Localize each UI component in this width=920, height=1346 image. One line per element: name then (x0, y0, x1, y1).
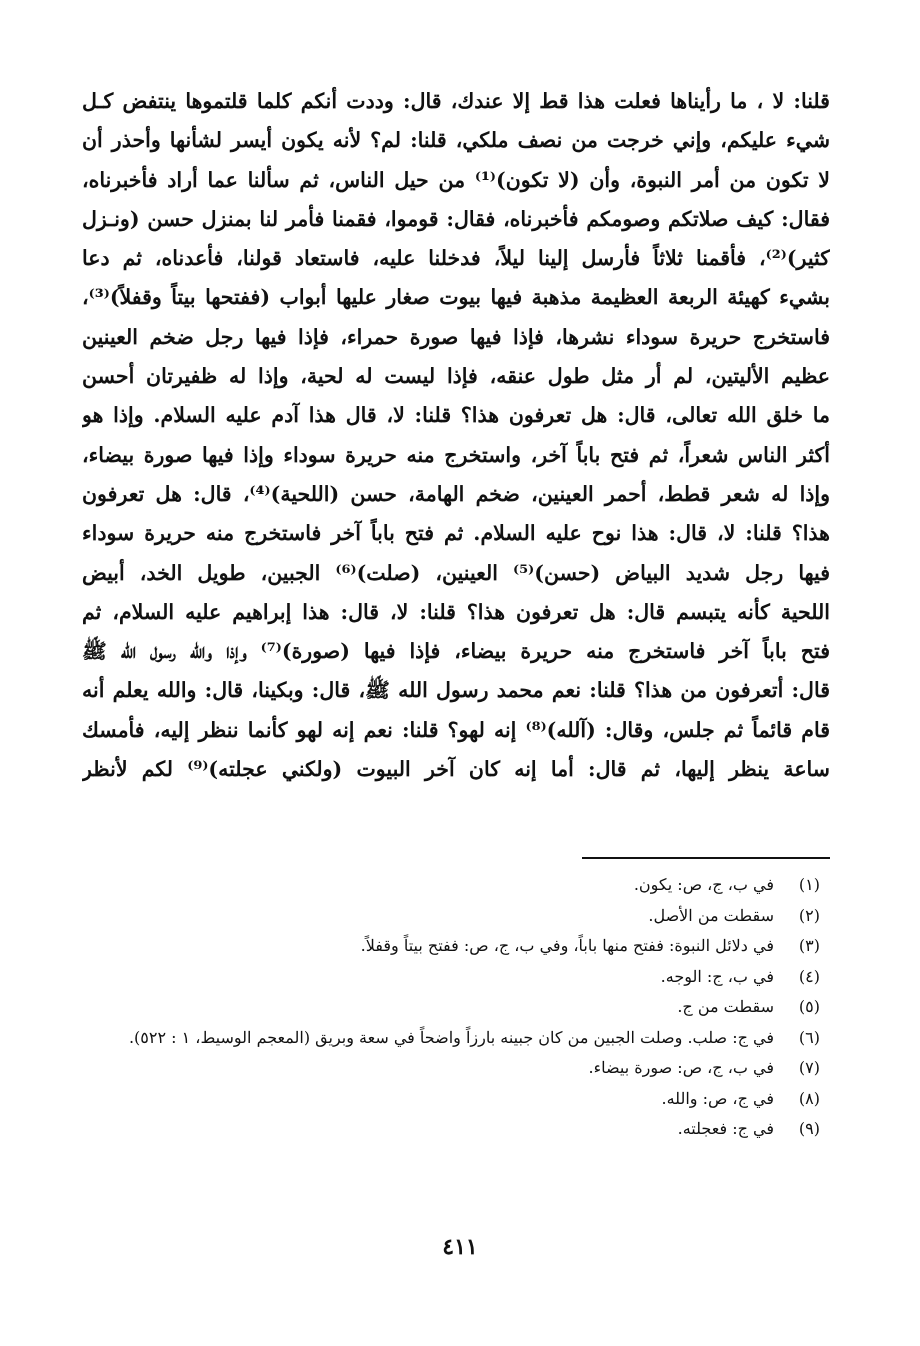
footnote-number: (٦) (798, 1027, 820, 1047)
footnote-text: في ب، ج، ص: يكون. (633, 875, 774, 894)
footnote-text: في ج، ص: والله. (661, 1088, 774, 1108)
footnote (82, 931, 820, 962)
text-line: قال: أتعرفون من هذا؟ قلنا: نعم محمد رسول الله ﷺ، قال: وبكينا، قال: والله يعلم أنه (82, 678, 830, 703)
text-line: عظيم الأليتين، لم أر مثل طول عنقه، فإذا ليست له لحية، وإذا له ظفيرتان أحسن (82, 364, 830, 389)
footnote (82, 962, 820, 993)
text-line: بشيء كهيئة الربعة العظيمة مذهبة فيها بيوت صغار عليها أبواب (ففتحها بيتاً وقفلاً)⁽³⁾، (82, 285, 830, 310)
footnote (82, 870, 820, 901)
footnote-separator (582, 857, 830, 859)
footnote-number: (٨) (798, 1088, 820, 1108)
text-line: قلنا: لا ، ما رأيناها فعلت هذا قط إلا عندك، قال: وددت أنكم كلما قلتموها ينتفض كـل (82, 89, 830, 113)
text-line: فيها رجل شديد البياض (حسن)⁽⁵⁾ العينين، (صلت)⁽⁶⁾ الجبين، طويل الخد، أبيض (82, 560, 830, 585)
footnote (82, 1053, 820, 1084)
main-text-block (82, 82, 830, 789)
footnote-number: (٩) (798, 1119, 820, 1138)
text-line: وإذا له شعر قطط، أحمر العينين، ضخم الهامة، حسن (اللحية)⁽⁴⁾، قال: هل تعرفون (82, 481, 830, 506)
footnote-text: سقطت من ج. (677, 997, 774, 1016)
footnote (82, 1084, 820, 1115)
footnote-number: (٥) (798, 997, 820, 1016)
page-number: ٤١١ (442, 1234, 478, 1260)
footnote (82, 992, 820, 1023)
text-line: أكثر الناس شعراً، ثم فتح باباً آخر، واستخرج منه حريرة سوداء وإذا فيها صورة بيضاء، (82, 442, 830, 467)
text-line: كثير)⁽²⁾، فأقمنا ثلاثاً فأرسل إلينا ليلاً، فدخلنا عليه، فاستعاد قولنا، فأعدناه، ثم دعا (82, 246, 830, 271)
footnote-number: (٣) (798, 936, 820, 955)
text-line: هذا؟ قلنا: لا، قال: هذا نوح عليه السلام. ثم فتح باباً آخر فاستخرج منه حريرة سوداء (82, 521, 830, 546)
text-line: شيء عليكم، وإني خرجت من نصف ملكي، قلنا: لم؟ لأنه يكون أيسر لشأنها وأحذر أن (82, 128, 830, 153)
text-line: فاستخرج حريرة سوداء نشرها، فإذا فيها صورة حمراء، فإذا فيها رجل ضخم العينين (82, 324, 830, 349)
text-line: فتح باباً آخر فاستخرج منه حريرة بيضاء، فإذا فيها (صورة)⁽⁷⁾ وإذا والله رسول الله ﷺ (82, 639, 830, 664)
footnote-number: (٧) (798, 1058, 820, 1077)
text-line: ساعة ينظر إليها، ثم قال: أما إنه كان آخر البيوت (ولكني عجلته)⁽⁹⁾ لكم لأنظر (82, 757, 830, 782)
footnote-text: في ج: صلب. وصلت الجبين من كان جبينه بارزاً واضحاً في سعة وبريق (المعجم الوسيط، ١ : ٥٢٢). (128, 1027, 774, 1047)
text-line: فقال: كيف صلاتكم وصومكم فأخبرناه، فقال: قوموا، فقمنا فأمر لنا بمنزل حسن (ونـزل (82, 206, 830, 231)
footnote-number: (٤) (798, 966, 820, 986)
footnote (82, 1023, 820, 1054)
footnote-number: (١) (798, 875, 820, 894)
footnote (82, 901, 820, 932)
footnote (82, 1114, 820, 1145)
footnote-text: في دلائل النبوة: ففتح منها باباً، وفي ب، ج، ص: ففتح بيتاً وقفلاً. (360, 936, 774, 955)
text-line: اللحية كأنه يتبسم قال: هل تعرفون هذا؟ قلنا: لا، قال: هذا إبراهيم عليه السلام، ثم (82, 599, 830, 624)
text-line: ما خلق الله تعالى، قال: هل تعرفون هذا؟ قلنا: لا، قال هذا آدم عليه السلام. وإذا هو (82, 403, 830, 428)
footnote-text: في ج: فعجلته. (677, 1119, 774, 1138)
footnote-text: في ب، ج، ص: صورة بيضاء. (588, 1058, 774, 1077)
footnote-number: (٢) (798, 905, 820, 925)
text-line: لا تكون من أمر النبوة، وأن (لا تكون)⁽¹⁾ من حيل الناس، ثم سألنا عما أراد فأخبرناه، (82, 167, 830, 192)
footnote-text: في ب، ج: الوجه. (660, 966, 774, 986)
footnote-text: سقطت من الأصل. (648, 905, 774, 925)
footnotes-block (82, 870, 820, 1145)
text-line: قام قائماً ثم جلس، وقال: (آلله)⁽⁸⁾ إنه لهو؟ قلنا: نعم إنه لهو كأنما ننظر إليه، فأمسك (82, 717, 830, 742)
